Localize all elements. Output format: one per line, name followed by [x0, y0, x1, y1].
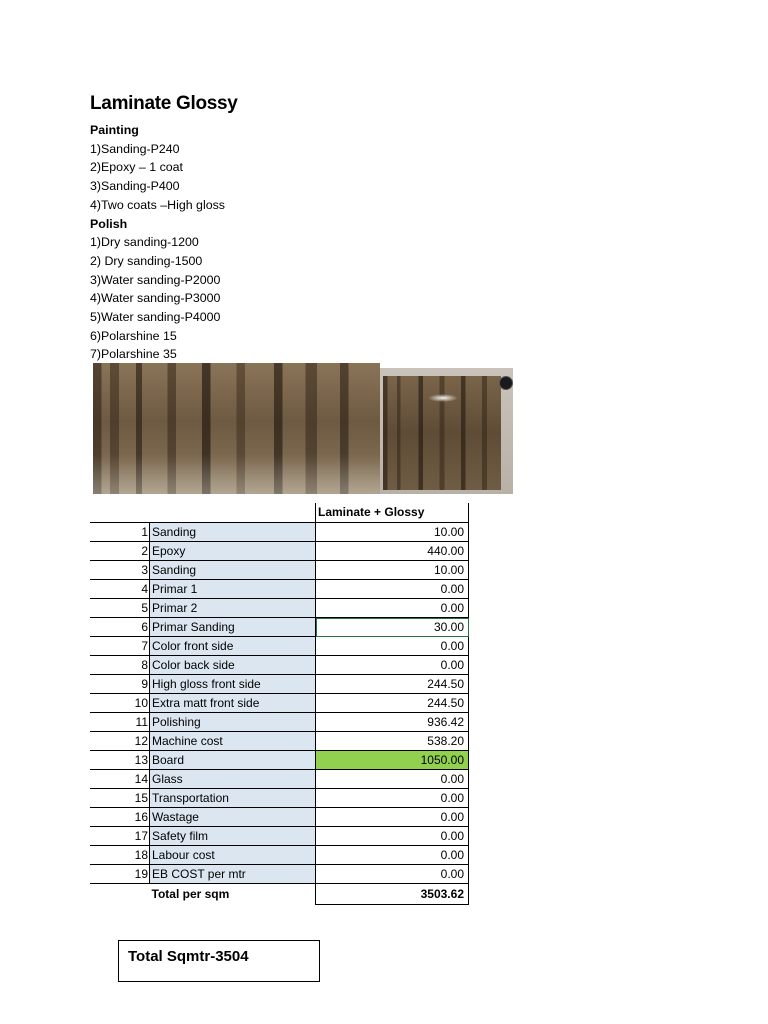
polish-step: 6)Polarshine 15: [90, 328, 177, 343]
total-label: Total per sqm: [151, 886, 230, 901]
polish-step: 7)Polarshine 35: [90, 347, 177, 362]
table-row: [90, 580, 469, 599]
painting-step: 4)Two coats –High gloss: [90, 197, 225, 212]
total-row: [90, 884, 469, 905]
row-number: 2: [90, 542, 150, 561]
row-value[interactable]: 0.00: [316, 808, 469, 827]
row-number: 14: [90, 770, 150, 789]
table-row: [90, 789, 469, 808]
table-row: [90, 542, 469, 561]
header-blank: [150, 503, 316, 523]
process-steps: [90, 121, 225, 364]
table-header-row: [90, 503, 469, 523]
table-row: [90, 523, 469, 542]
wood-grain-photo: [93, 363, 380, 494]
row-value[interactable]: 10.00: [316, 523, 469, 542]
row-item: Extra matt front side: [150, 694, 316, 713]
row-number: 17: [90, 827, 150, 846]
row-number: 3: [90, 561, 150, 580]
row-item: Labour cost: [150, 846, 316, 865]
cost-table: [90, 503, 469, 905]
row-value[interactable]: 0.00: [316, 789, 469, 808]
table-row: [90, 713, 469, 732]
document-title: Laminate Glossy: [90, 93, 238, 114]
painting-step: 3)Sanding-P400: [90, 179, 180, 194]
selected-cell[interactable]: 30.00: [316, 618, 469, 637]
row-item: Glass: [150, 770, 316, 789]
row-number: 1: [90, 523, 150, 542]
row-value[interactable]: 0.00: [316, 770, 469, 789]
row-number: 16: [90, 808, 150, 827]
photo-sheen: [93, 454, 380, 494]
highlighted-cell[interactable]: 1050.00: [316, 751, 469, 770]
polish-step: 5)Water sanding-P4000: [90, 310, 221, 325]
gloss-glare: [428, 394, 458, 402]
table-row-selected: [90, 618, 469, 637]
row-value[interactable]: 0.00: [316, 865, 469, 884]
table-row: [90, 561, 469, 580]
row-item: EB COST per mtr: [150, 865, 316, 884]
table-row: [90, 808, 469, 827]
row-number: 15: [90, 789, 150, 808]
row-value[interactable]: 244.50: [316, 694, 469, 713]
row-item: Sanding: [150, 523, 316, 542]
row-item: Wastage: [150, 808, 316, 827]
table-row: [90, 827, 469, 846]
row-number: 12: [90, 732, 150, 751]
table-row: [90, 846, 469, 865]
row-value[interactable]: 0.00: [316, 846, 469, 865]
table-row: [90, 865, 469, 884]
glossy-board-photo: [380, 368, 513, 494]
row-item: Machine cost: [150, 732, 316, 751]
row-value[interactable]: 538.20: [316, 732, 469, 751]
row-item: Sanding: [150, 561, 316, 580]
row-number: 7: [90, 637, 150, 656]
polish-step: 3)Water sanding-P2000: [90, 272, 221, 287]
row-value[interactable]: 0.00: [316, 599, 469, 618]
total-blank: [90, 884, 150, 905]
polish-heading: Polish: [90, 216, 128, 231]
row-number: 9: [90, 675, 150, 694]
row-item: Primar Sanding: [150, 618, 316, 637]
row-number: 8: [90, 656, 150, 675]
row-item: Transportation: [150, 789, 316, 808]
table-row: [90, 732, 469, 751]
row-number: 10: [90, 694, 150, 713]
total-value[interactable]: 3503.62: [316, 884, 469, 905]
row-number: 19: [90, 865, 150, 884]
polish-step: 4)Water sanding-P3000: [90, 291, 221, 306]
row-value[interactable]: 10.00: [316, 561, 469, 580]
painting-heading: Painting: [90, 123, 139, 137]
row-number: 11: [90, 713, 150, 732]
row-number: 5: [90, 599, 150, 618]
row-value[interactable]: 244.50: [316, 675, 469, 694]
row-item: Color front side: [150, 637, 316, 656]
row-item: Color back side: [150, 656, 316, 675]
column-header: Laminate + Glossy: [316, 503, 469, 523]
row-item: Safety film: [150, 827, 316, 846]
table-row: [90, 599, 469, 618]
row-item: Board: [150, 751, 316, 770]
polish-step: 1)Dry sanding-1200: [90, 235, 199, 250]
table-row-highlighted: [90, 751, 469, 770]
polish-step: 2) Dry sanding-1500: [90, 253, 203, 268]
board-hole: [499, 376, 513, 390]
painting-step: 1)Sanding-P240: [90, 141, 180, 156]
painting-step: 2)Epoxy – 1 coat: [90, 160, 183, 175]
row-number: 13: [90, 751, 150, 770]
row-value[interactable]: 440.00: [316, 542, 469, 561]
table-row: [90, 637, 469, 656]
row-item: Polishing: [150, 713, 316, 732]
row-value[interactable]: 0.00: [316, 656, 469, 675]
row-item: Epoxy: [150, 542, 316, 561]
total-sqm-box: Total Sqmtr-3504: [118, 940, 320, 982]
row-value[interactable]: 936.42: [316, 713, 469, 732]
table-row: [90, 675, 469, 694]
header-blank: [90, 503, 150, 523]
row-number: 18: [90, 846, 150, 865]
row-number: 6: [90, 618, 150, 637]
row-item: Primar 2: [150, 599, 316, 618]
table-row: [90, 770, 469, 789]
row-value[interactable]: 0.00: [316, 580, 469, 599]
row-value[interactable]: 0.00: [316, 827, 469, 846]
row-number: 4: [90, 580, 150, 599]
row-item: Primar 1: [150, 580, 316, 599]
row-value[interactable]: 0.00: [316, 637, 469, 656]
row-item: High gloss front side: [150, 675, 316, 694]
table-row: [90, 656, 469, 675]
table-row: [90, 694, 469, 713]
